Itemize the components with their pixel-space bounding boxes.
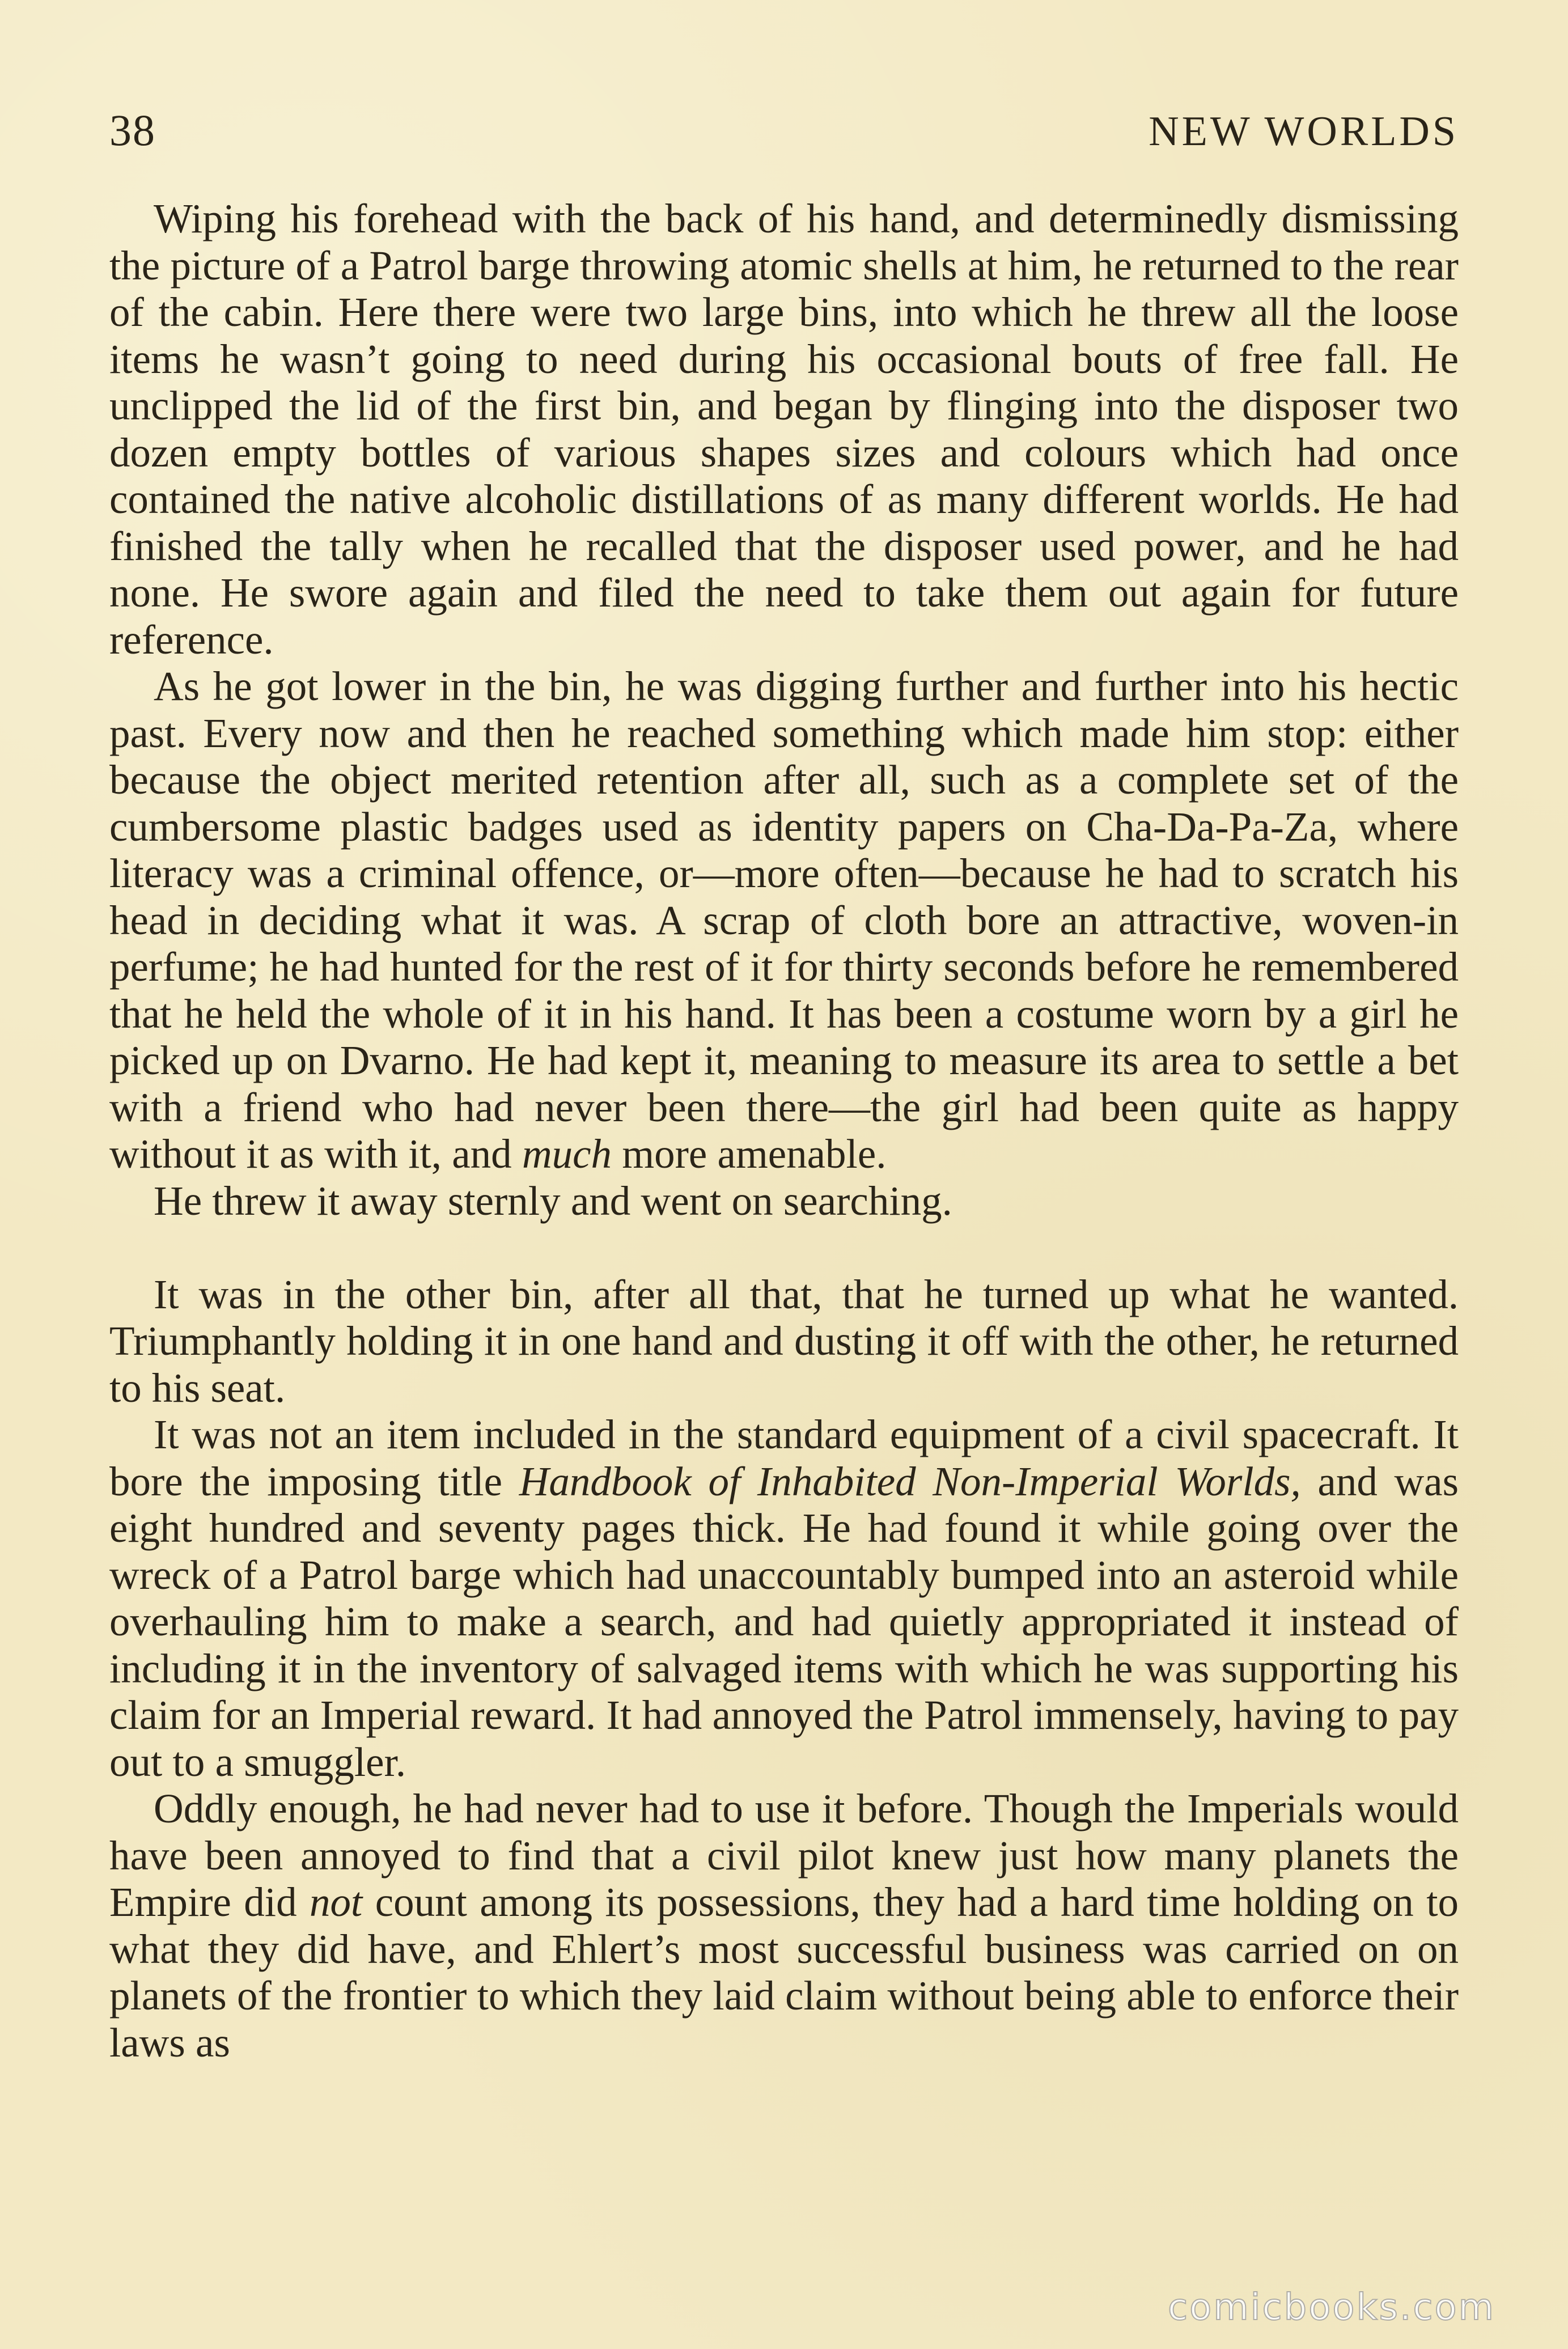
paragraph-5-end: and was eight hundred and seventy pages thick. He had found it while going over the wreck of a Patrol barge which had unaccountably bumped into an asteroid while overhauling him to make a search, and had quietly appropriated it instead of including it in the inventory of salvaged items with which he was supporting his claim for an Imperial reward. It had annoyed the Patrol immensely, having to pay out to a smuggler. <box>109 1458 1459 1785</box>
paragraph-2 <box>109 663 1459 1178</box>
paragraph-2-emphasis: much <box>522 1131 612 1177</box>
paragraph-5 <box>109 1411 1459 1786</box>
running-title: NEW WORLDS <box>1149 108 1459 155</box>
paragraph-5-start: It was not an item included in the standard equipment of a civil spacecraft. It bore the imposing title <box>109 1411 1459 1504</box>
page-number: 38 <box>109 105 156 155</box>
paragraph-4: It was in the other bin, after all that, that he turned up what he wanted. Triumphantly holding it in one hand and dusting it off with the other, he returned to his seat. <box>109 1271 1459 1411</box>
section-break <box>109 1224 1459 1271</box>
paragraph-6 <box>109 1786 1459 2066</box>
paragraph-6-end: count among its possessions, they had a hard time holding on to what they did have, and Ehlert’s most successful business was carried on on planets of the frontier to which they laid claim without being able to enforce their laws as <box>109 1879 1459 2066</box>
running-head <box>109 105 1459 167</box>
book-title-emphasis: Handbook of Inhabited Non-Imperial Worlds, <box>519 1458 1301 1504</box>
paragraph-6-emphasis: not <box>310 1879 363 1925</box>
paragraph-6-start: Oddly enough, he had never had to use it before. Though the Imperials would have been annoyed to find that a civil pilot knew just how many planets the Empire did <box>109 1786 1459 1925</box>
paragraph-1: Wiping his forehead with the back of his hand, and determinedly dismissing the picture of a Patrol barge throwing atomic shells at him, he returned to the rear of the cabin. Here there were two large bins, into which he threw all the loose items he wasn’t going to need during his occasional bouts of free fall. He unclipped the lid of the first bin, and began by flinging into the disposer two dozen empty bottles of various shapes sizes and colours which had once contained the native alcoholic distillations of as many different worlds. He had finished the tally when he recalled that the disposer used power, and he had none. He swore again and filed the need to take them out again for future reference. <box>109 196 1459 663</box>
paragraph-2-text: As he got lower in the bin, he was digging further and further into his hectic past. Every now and then he reached something which made him stop: either because the object merited retention after all, such as a complete set of the cumbersome plastic badges used as identity papers on Cha-Da-Pa-Za, where literacy was a criminal offence, or—more often—because he had to scratch his head in deciding what it was. A scrap of cloth bore an attractive, woven-in perfume; he had hunted for the rest of it for thirty seconds before he remembered that he held the whole of it in his hand. It has been a costume worn by a girl he picked up on Dvarno. He had kept it, meaning to measure its area to settle a bet with a friend who had never been there—the girl had been quite as happy without it as with it, and <box>109 663 1459 1177</box>
watermark: comicbooks.com <box>1167 2287 1495 2329</box>
body-text <box>109 196 1459 2066</box>
paragraph-3: He threw it away sternly and went on searching. <box>154 1177 952 1224</box>
paragraph-2-end: more amenable. <box>612 1131 887 1177</box>
